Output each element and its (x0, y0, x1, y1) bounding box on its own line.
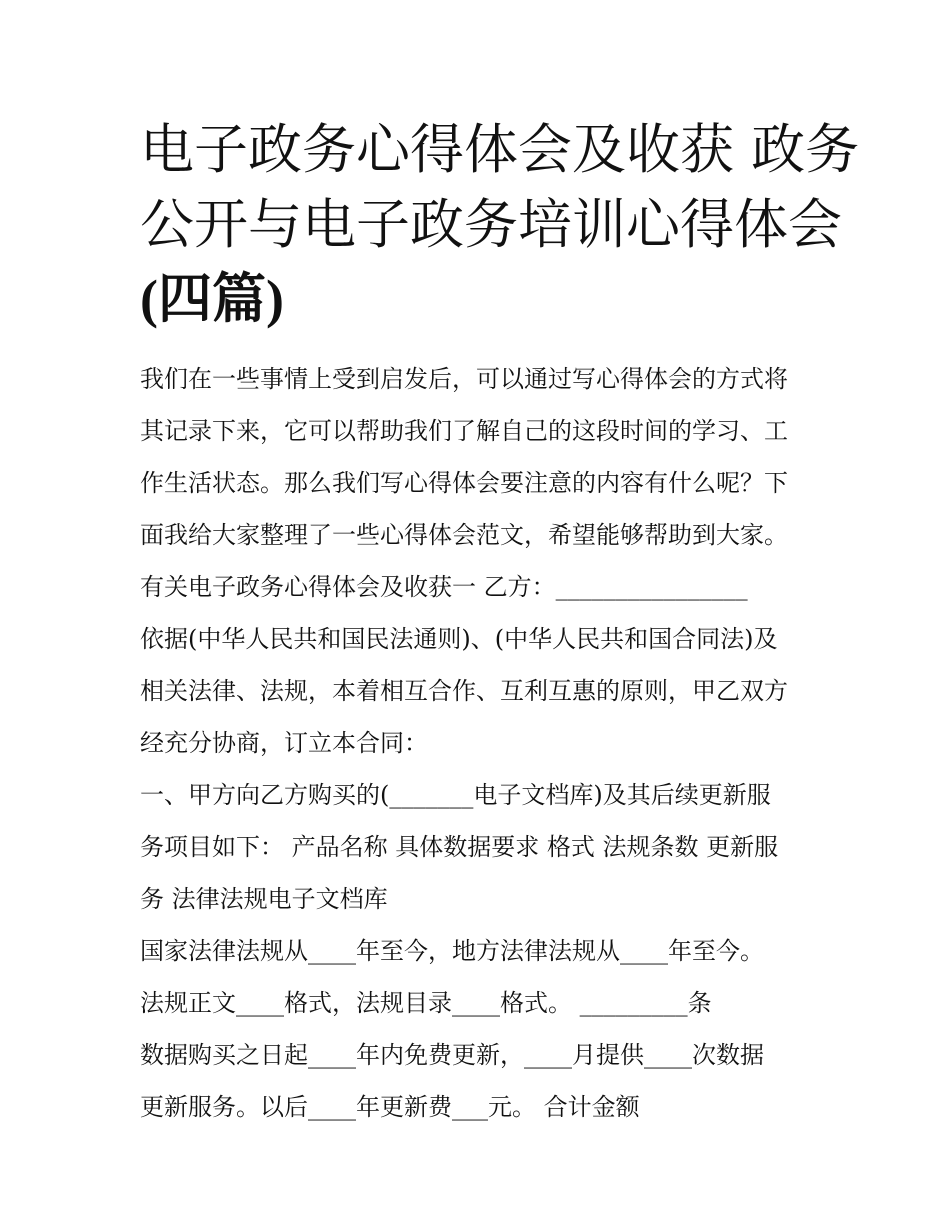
title-line: (四篇) (140, 269, 284, 329)
body-line: 依据(中华人民共和国民法通则)、(中华人民共和国合同法)及 (140, 625, 778, 653)
body-line: 务项目如下： 产品名称 具体数据要求 格式 法规条数 更新服 (140, 833, 779, 861)
body-line: 相关法律、法规，本着相互合作、互利互惠的原则，甲乙双方 (140, 677, 788, 705)
document-page (140, 112, 860, 1133)
body-line: 国家法律法规从____年至今，地方法律法规从____年至今。 (140, 937, 764, 965)
document-body (140, 353, 820, 1133)
body-line: 作生活状态。那么我们写心得体会要注意的内容有什么呢？下 (140, 469, 788, 497)
body-line: 一、甲方向乙方购买的(_______电子文档库)及其后续更新服 (140, 781, 771, 809)
body-line: 面我给大家整理了一些心得体会范文，希望能够帮助到大家。 (140, 521, 788, 549)
body-line: 其记录下来，它可以帮助我们了解自己的这段时间的学习、工 (140, 417, 788, 445)
title-line: 公开与电子政务培训心得体会 (140, 193, 842, 256)
document-title (140, 112, 860, 337)
body-line: 有关电子政务心得体会及收获一 乙方：________________ (140, 573, 748, 601)
body-line: 更新服务。以后____年更新费___元。 合计金额 (140, 1093, 640, 1121)
title-line: 电子政务心得体会及收获 政务 (140, 118, 860, 181)
body-line: 我们在一些事情上受到启发后，可以通过写心得体会的方式将 (140, 365, 788, 393)
body-line: 务 法律法规电子文档库 (140, 885, 388, 913)
body-line: 法规正文____格式，法规目录____格式。 _________条 (140, 989, 712, 1017)
body-line: 经充分协商，订立本合同： (140, 729, 428, 757)
body-line: 数据购买之日起____年内免费更新，____月提供____次数据 (140, 1041, 764, 1069)
